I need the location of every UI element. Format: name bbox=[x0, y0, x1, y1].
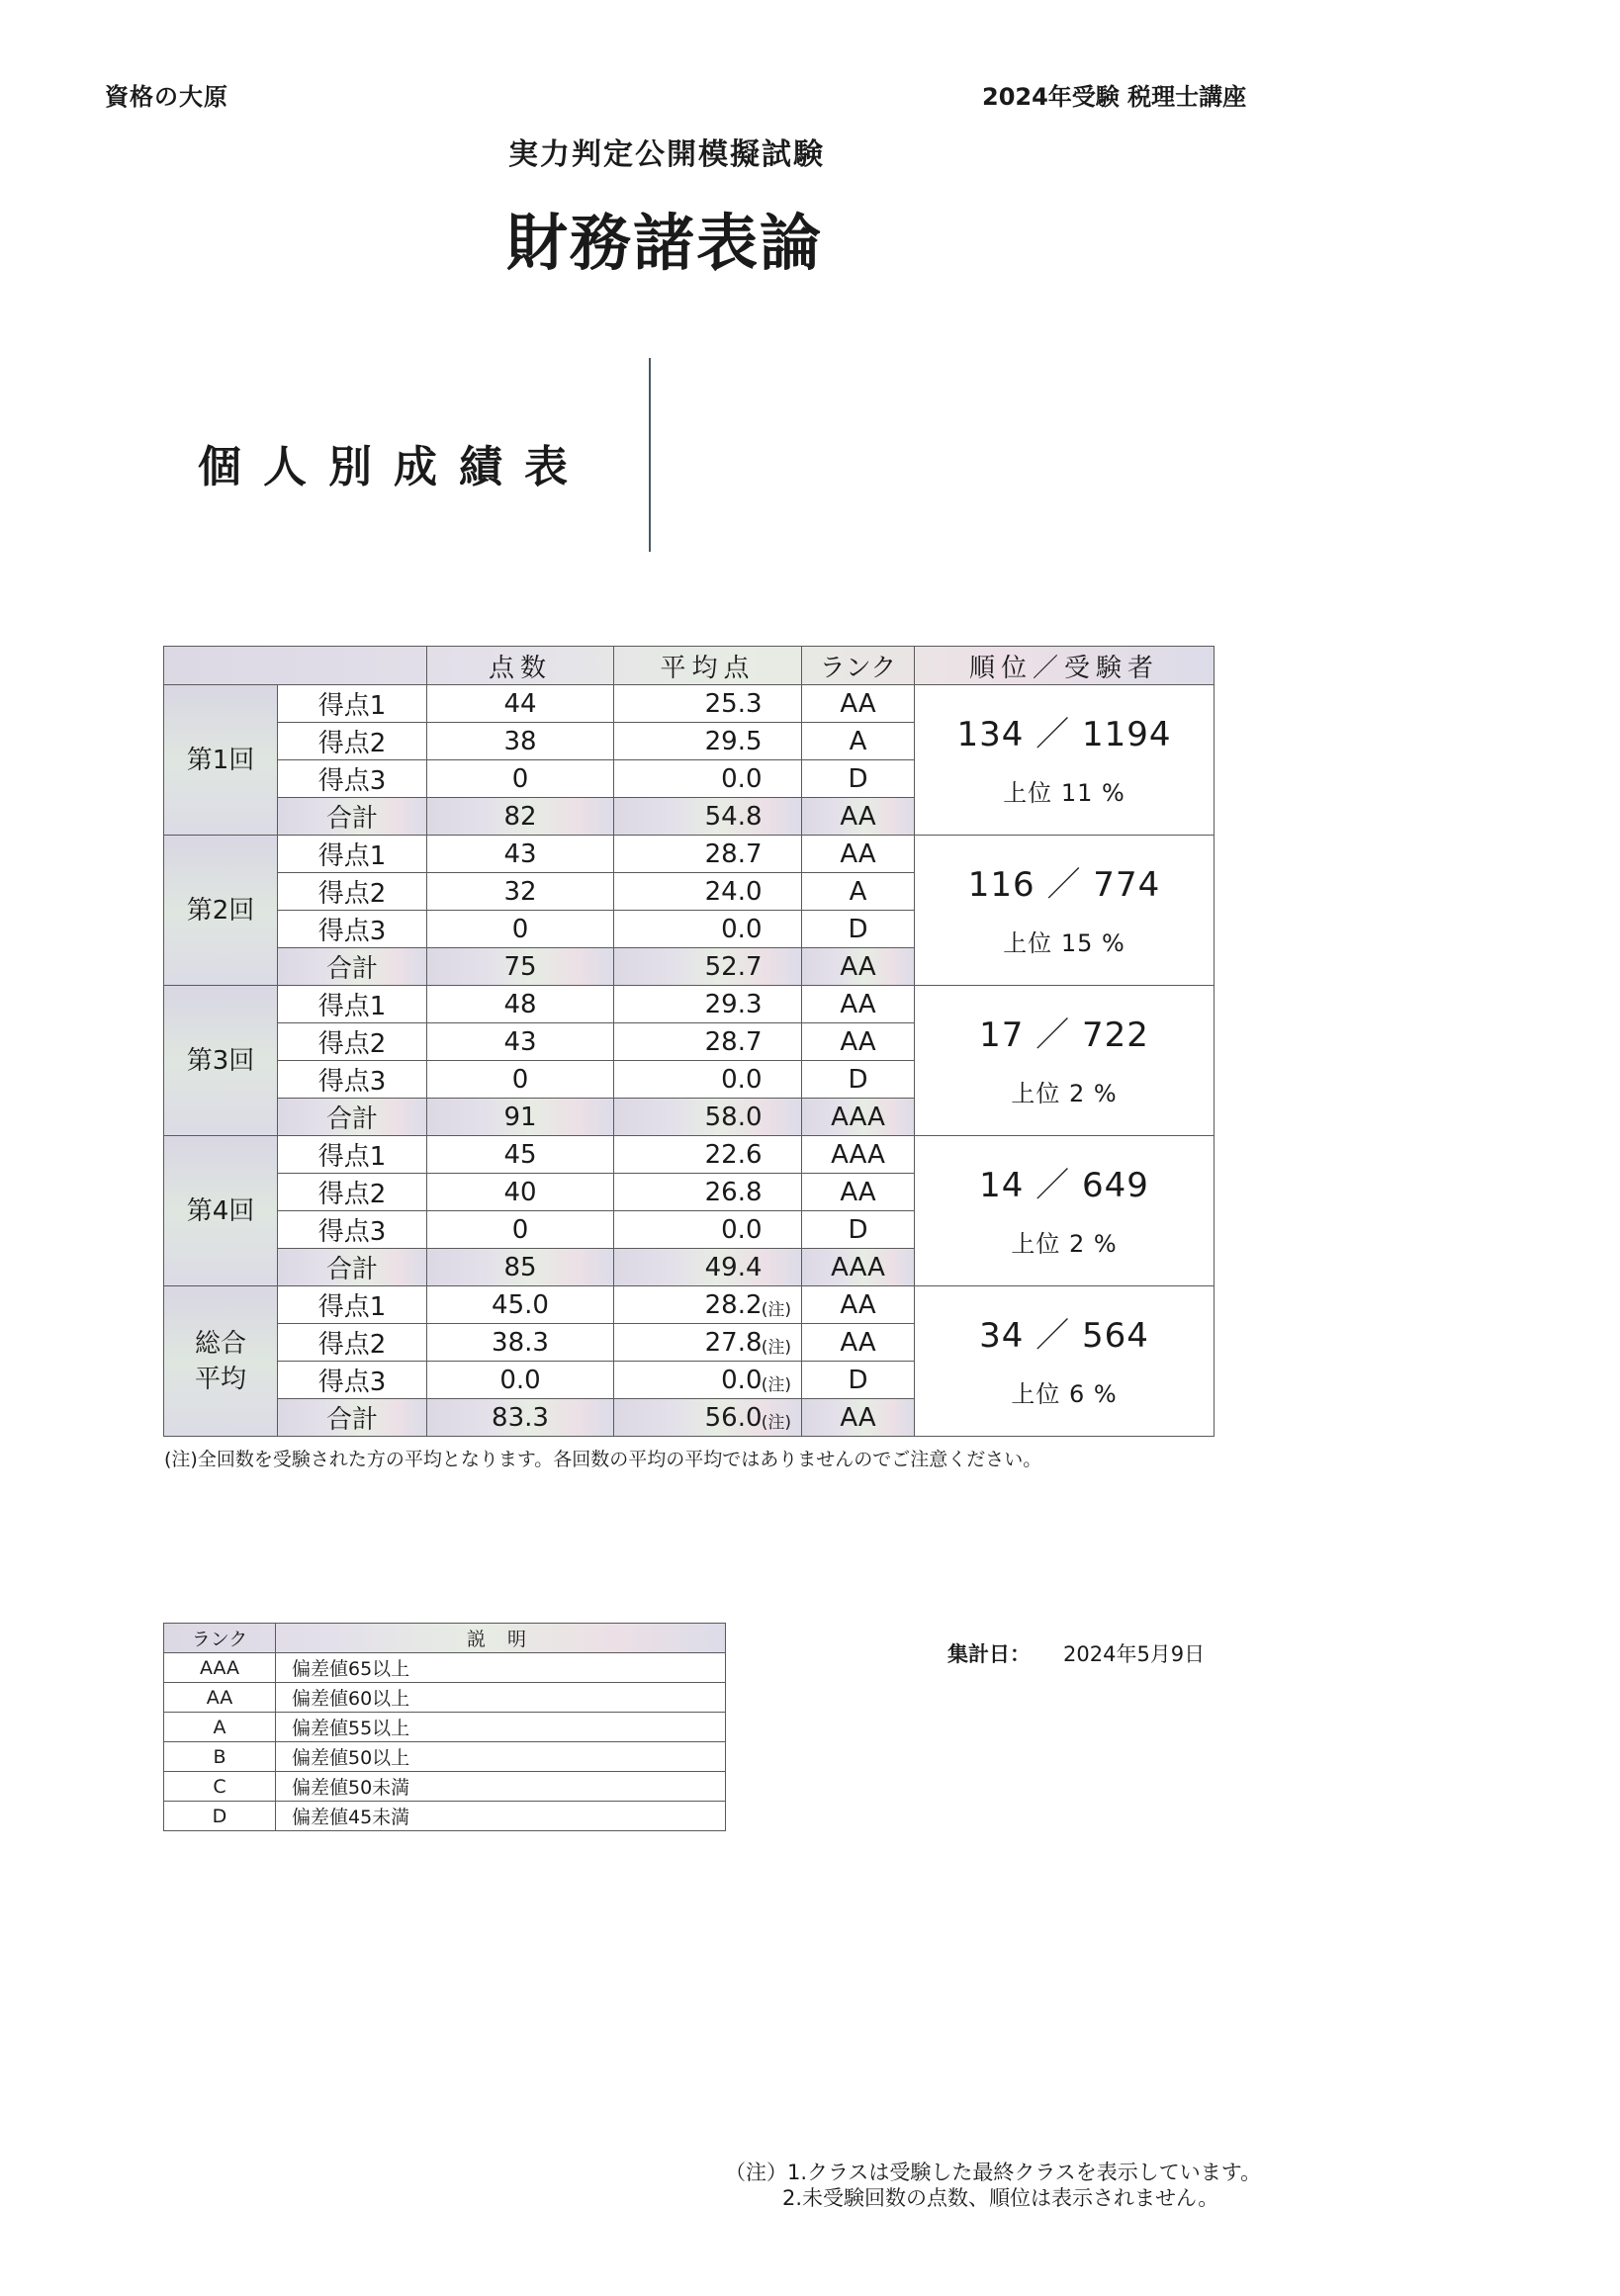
average-value bbox=[614, 911, 802, 948]
score-value: 45.0 bbox=[427, 1286, 614, 1324]
item-label: 得点2 bbox=[278, 723, 427, 760]
rank-value: AAA bbox=[802, 1099, 915, 1136]
position-cell bbox=[915, 1286, 1215, 1437]
position-value: 17 ／ 722 bbox=[979, 1015, 1149, 1055]
score-value: 38 bbox=[427, 723, 614, 760]
rank-value: D bbox=[802, 911, 915, 948]
position-value: 14 ／ 649 bbox=[979, 1165, 1149, 1205]
item-label: 得点3 bbox=[278, 1061, 427, 1099]
average-value bbox=[614, 1249, 802, 1286]
item-label: 得点2 bbox=[278, 1023, 427, 1061]
average-value bbox=[614, 685, 802, 723]
average-value bbox=[614, 948, 802, 986]
round-label bbox=[164, 1286, 278, 1437]
average-number: 28.7 bbox=[704, 839, 763, 869]
score-value: 85 bbox=[427, 1249, 614, 1286]
average-value bbox=[614, 986, 802, 1023]
average-number: 56.0 bbox=[704, 1402, 763, 1433]
organization-name: 資格の大原 bbox=[105, 83, 228, 111]
average-number: 0.0 bbox=[721, 1365, 763, 1395]
rank-legend-table bbox=[163, 1623, 726, 1831]
rank-value: AA bbox=[802, 1324, 915, 1362]
aggregation-date-label: 集計日： bbox=[947, 1642, 1031, 1666]
round-label: 第4回 bbox=[164, 1136, 278, 1286]
rank-value: AAA bbox=[802, 1249, 915, 1286]
score-value: 45 bbox=[427, 1136, 614, 1174]
average-value bbox=[614, 798, 802, 836]
report-title: 個人別成績表 bbox=[198, 442, 589, 492]
legend-rank: D bbox=[164, 1802, 276, 1831]
average-number: 25.3 bbox=[704, 688, 763, 719]
rank-value: AA bbox=[802, 948, 915, 986]
position-value: 134 ／ 1194 bbox=[956, 714, 1172, 754]
legend-row bbox=[164, 1742, 726, 1772]
score-value: 0 bbox=[427, 1211, 614, 1249]
average-number: 0.0 bbox=[721, 763, 763, 794]
average-number: 28.7 bbox=[704, 1026, 763, 1057]
score-value: 83.3 bbox=[427, 1399, 614, 1437]
header-blank bbox=[164, 647, 427, 685]
item-label: 合計 bbox=[278, 1249, 427, 1286]
average-note-marker: (注) bbox=[761, 1375, 791, 1395]
rank-value: AA bbox=[802, 986, 915, 1023]
percentile-value: 上位 2 % bbox=[1011, 1229, 1118, 1258]
divider-line bbox=[649, 358, 651, 552]
item-label: 得点1 bbox=[278, 1286, 427, 1324]
percentile-value: 上位 15 % bbox=[1003, 928, 1125, 957]
legend-rank: AAA bbox=[164, 1653, 276, 1683]
bottom-notes bbox=[725, 2160, 1261, 2211]
position-cell bbox=[915, 1136, 1215, 1286]
table-row bbox=[164, 1136, 1215, 1174]
item-label: 得点1 bbox=[278, 986, 427, 1023]
rank-value: AA bbox=[802, 1174, 915, 1211]
round-label: 第3回 bbox=[164, 986, 278, 1136]
item-label: 合計 bbox=[278, 1399, 427, 1437]
average-value bbox=[614, 1324, 802, 1362]
item-label: 得点1 bbox=[278, 685, 427, 723]
header-average: 平均点 bbox=[614, 647, 802, 685]
table-row bbox=[164, 836, 1215, 873]
item-label: 得点1 bbox=[278, 1136, 427, 1174]
score-value: 43 bbox=[427, 836, 614, 873]
score-value: 0.0 bbox=[427, 1362, 614, 1399]
legend-row bbox=[164, 1772, 726, 1802]
score-value: 32 bbox=[427, 873, 614, 911]
rank-value: A bbox=[802, 723, 915, 760]
score-value: 75 bbox=[427, 948, 614, 986]
average-value bbox=[614, 836, 802, 873]
average-value bbox=[614, 1099, 802, 1136]
average-footnote: (注)全回数を受験された方の平均となります。各回数の平均の平均ではありませんのでご注意ください。 bbox=[164, 1449, 1042, 1470]
position-cell bbox=[915, 836, 1215, 986]
rank-value: AA bbox=[802, 1399, 915, 1437]
legend-description: 偏差値50以上 bbox=[276, 1742, 726, 1772]
average-number: 0.0 bbox=[721, 1214, 763, 1245]
score-value: 82 bbox=[427, 798, 614, 836]
average-number: 28.2 bbox=[704, 1289, 763, 1320]
legend-header-rank: ランク bbox=[164, 1624, 276, 1653]
percentile-value: 上位 2 % bbox=[1011, 1079, 1118, 1107]
results-table bbox=[163, 646, 1215, 1437]
item-label: 合計 bbox=[278, 798, 427, 836]
legend-description: 偏差値65以上 bbox=[276, 1653, 726, 1683]
table-row bbox=[164, 1286, 1215, 1324]
aggregation-date: 2024年5月9日 bbox=[1063, 1642, 1206, 1666]
table-row bbox=[164, 986, 1215, 1023]
results-header-row bbox=[164, 647, 1215, 685]
course-name: 2024年受験 税理士講座 bbox=[982, 83, 1247, 111]
score-value: 44 bbox=[427, 685, 614, 723]
average-number: 52.7 bbox=[704, 951, 763, 982]
average-value bbox=[614, 873, 802, 911]
item-label: 得点2 bbox=[278, 1324, 427, 1362]
item-label: 合計 bbox=[278, 948, 427, 986]
average-value bbox=[614, 1023, 802, 1061]
rank-value: AAA bbox=[802, 1136, 915, 1174]
item-label: 得点1 bbox=[278, 836, 427, 873]
rank-value: AA bbox=[802, 685, 915, 723]
average-number: 0.0 bbox=[721, 1064, 763, 1095]
rank-value: AA bbox=[802, 836, 915, 873]
average-number: 26.8 bbox=[704, 1177, 763, 1207]
legend-row bbox=[164, 1802, 726, 1831]
position-value: 34 ／ 564 bbox=[979, 1315, 1149, 1356]
average-number: 29.3 bbox=[704, 989, 763, 1019]
legend-description: 偏差値45未満 bbox=[276, 1802, 726, 1831]
round-label: 第1回 bbox=[164, 685, 278, 836]
score-value: 0 bbox=[427, 1061, 614, 1099]
subject-title: 財務諸表論 bbox=[506, 207, 824, 279]
average-value bbox=[614, 1136, 802, 1174]
legend-rank: C bbox=[164, 1772, 276, 1802]
rank-value: AA bbox=[802, 798, 915, 836]
round-label: 第2回 bbox=[164, 836, 278, 986]
table-row bbox=[164, 685, 1215, 723]
legend-rank: B bbox=[164, 1742, 276, 1772]
average-value bbox=[614, 1211, 802, 1249]
score-value: 43 bbox=[427, 1023, 614, 1061]
legend-description: 偏差値55以上 bbox=[276, 1713, 726, 1742]
score-value: 40 bbox=[427, 1174, 614, 1211]
percentile-value: 上位 6 % bbox=[1011, 1379, 1118, 1408]
score-value: 0 bbox=[427, 911, 614, 948]
average-number: 49.4 bbox=[704, 1252, 763, 1282]
legend-rank: AA bbox=[164, 1683, 276, 1713]
note-line-2: 2.未受験回数の点数、順位は表示されません。 bbox=[782, 2186, 1219, 2210]
rank-value: D bbox=[802, 1362, 915, 1399]
average-value bbox=[614, 1362, 802, 1399]
note-line-1: （注）1.クラスは受験した最終クラスを表示しています。 bbox=[725, 2161, 1262, 2184]
item-label: 得点3 bbox=[278, 1211, 427, 1249]
average-value bbox=[614, 723, 802, 760]
rank-value: D bbox=[802, 1211, 915, 1249]
average-value bbox=[614, 760, 802, 798]
score-value: 48 bbox=[427, 986, 614, 1023]
legend-rank: A bbox=[164, 1713, 276, 1742]
average-number: 0.0 bbox=[721, 914, 763, 944]
rank-value: D bbox=[802, 1061, 915, 1099]
average-value bbox=[614, 1286, 802, 1324]
position-value: 116 ／ 774 bbox=[967, 864, 1161, 905]
item-label: 得点2 bbox=[278, 1174, 427, 1211]
legend-row bbox=[164, 1653, 726, 1683]
average-value bbox=[614, 1061, 802, 1099]
average-note-marker: (注) bbox=[761, 1300, 791, 1320]
average-number: 27.8 bbox=[704, 1327, 763, 1358]
average-number: 29.5 bbox=[704, 726, 763, 756]
legend-description: 偏差値60以上 bbox=[276, 1683, 726, 1713]
legend-row bbox=[164, 1713, 726, 1742]
rank-value: AA bbox=[802, 1286, 915, 1324]
average-number: 54.8 bbox=[704, 801, 763, 832]
item-label: 得点3 bbox=[278, 760, 427, 798]
score-value: 91 bbox=[427, 1099, 614, 1136]
exam-name: 実力判定公開模擬試験 bbox=[508, 137, 825, 172]
item-label: 合計 bbox=[278, 1099, 427, 1136]
round-label-line2: 平均 bbox=[194, 1364, 246, 1394]
header-rank: ランク bbox=[802, 647, 915, 685]
score-value: 38.3 bbox=[427, 1324, 614, 1362]
average-number: 58.0 bbox=[704, 1102, 763, 1132]
average-value bbox=[614, 1174, 802, 1211]
rank-value: A bbox=[802, 873, 915, 911]
average-number: 24.0 bbox=[704, 876, 763, 907]
item-label: 得点2 bbox=[278, 873, 427, 911]
item-label: 得点3 bbox=[278, 911, 427, 948]
rank-value: AA bbox=[802, 1023, 915, 1061]
score-value: 0 bbox=[427, 760, 614, 798]
percentile-value: 上位 11 % bbox=[1003, 778, 1125, 807]
item-label: 得点3 bbox=[278, 1362, 427, 1399]
average-number: 22.6 bbox=[704, 1139, 763, 1170]
legend-row bbox=[164, 1683, 726, 1713]
legend-description: 偏差値50未満 bbox=[276, 1772, 726, 1802]
round-label-line1: 総合 bbox=[194, 1328, 246, 1359]
rank-value: D bbox=[802, 760, 915, 798]
average-note-marker: (注) bbox=[761, 1338, 791, 1358]
position-cell bbox=[915, 685, 1215, 836]
average-value bbox=[614, 1399, 802, 1437]
average-note-marker: (注) bbox=[761, 1413, 791, 1433]
legend-header-desc: 説 明 bbox=[276, 1624, 726, 1653]
position-cell bbox=[915, 986, 1215, 1136]
header-position: 順位／受験者 bbox=[915, 647, 1215, 685]
header-score: 点数 bbox=[427, 647, 614, 685]
